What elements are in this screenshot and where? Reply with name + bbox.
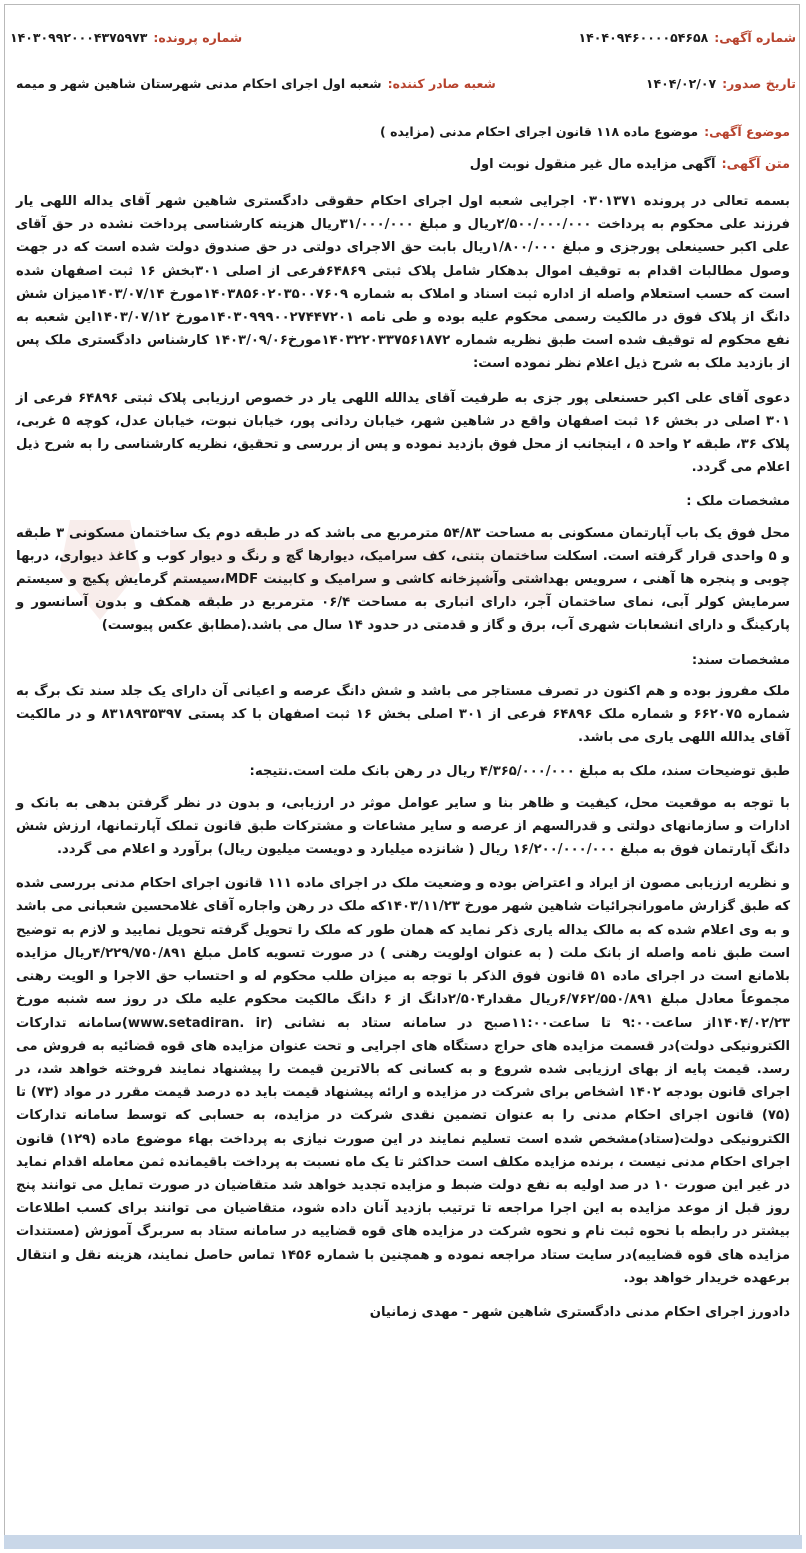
notice-body: [16, 190, 790, 1335]
paragraph-property: محل فوق یک باب آپارتمان مسکونی به مساحت ۵۴/۸۳ مترمربع می باشد که در طبقه دوم یک ساختمان مسکونی ۳ طبقه و ۵ واحدی قرار گرفته است. اسکلت ساختمان بتنی، کف سرامیک، دیوارها گچ و رنگ و دیوار کوب و کاغذ دیواری، دربها چوبی و پنجره ها آهنی ، سرویس بهداشتی وآشپزخانه کاشی و سرامیک و کابینت MDF،سیستم گرمایش پکیج و سیستم سرمایش کولر آبی، نمای ساختمان آجر، دارای انباری به مساحت ۰۶/۴ مترمربع در طبقه همکف و بدون آسانسور و پارکینگ و دارای انشعابات شهری آب، برق و گاز و قدمتی در حدود ۱۴ سال می باشد.(مطابق عکس پیوست): [16, 525, 790, 634]
bottom-strip: [4, 1535, 802, 1549]
notice-header: [10, 30, 796, 110]
notice-subject: موضوع آگهی:موضوع ماده ۱۱۸ قانون اجرای احکام مدنی (مزایده ): [380, 124, 790, 139]
paragraph-document: ملک مفروز بوده و هم اکنون در تصرف مستاجر می باشد و شش دانگ عرصه و اعیانی آن دارای یک جلد سند تک برگ به شماره ۶۶۲۰۷۵ و شماره ملک ۶۴۸۹۶ فرعی از ۳۰۱ اصلی بخش ۱۶ ثبت اصفهان با کد پستی ۸۳۱۸۹۳۵۳۹۷ و در مالکیت آقای یدالله اللهی یاری می باشد.: [16, 683, 790, 746]
paragraph-claim: دعوی آقای علی اکبر حسنعلی پور جزی به طرفیت آقای یدالله اللهی یار در خصوص ارزیابی پلاک ثبتی ۶۴۸۹۶ فرعی از ۳۰۱ اصلی در بخش ۱۶ ثبت اصفهان واقع در شاهین شهر، خیابان ردانی پور، خیابان نبوت، خیابان عدل، کوچه ۵ غربی، پلاک ۳۶، طبقه ۲ واحد ۵ ، اینجانب از محل فوق بازدید نموده و پس از بررسی و تحقیق، نظریه کارشناسی را به شرح ذیل اعلام می گردد.: [16, 390, 791, 476]
paragraph-intro: بسمه تعالی در پرونده ۰۳۰۱۳۷۱ اجرایی شعبه اول اجرای احکام حقوقی دادگستری شاهین شهر آقای یداله اللهی یار فرزند علی محکوم به پرداخت ۲/۵۰۰/۰۰۰/۰۰۰ریال و مبلغ ۳۱/۰۰۰/۰۰۰ریال هزینه کارشناسی پرداخت نشده در حق آقای علی اکبر حسینعلی پورجزی و مبلغ ۱/۸۰۰/۰۰۰ریال بابت حق الاجرای دولتی در حق صندوق دولت شده است که در جهت وصول مطالبات اقدام به توقیف اموال بدهکار شامل پلاک ثبتی ۶۴۸۶۹فرعی از اصلی ۳۰۱بخش ۱۶ ثبت اصفهان شده است که حسب استعلام واصله از اداره ثبت اسناد و املاک به شماره ۱۴۰۳۸۵۶۰۲۰۳۵۰۰۷۶۰۹مورخ ۱۴۰۳/۰۷/۱۴میزان شش دانگ از پلاک فوق در مالکیت رسمی محکوم علیه بوده و طی نامه ۱۴۰۳۰۹۹۹۰۰۲۷۴۴۷۲۰۱مورخ ۱۴۰۳/۰۷/۱۲این شعبه به نفع محکوم له توقیف شده است طبق نظریه شماره ۱۴۰۳۲۲۰۳۳۷۵۶۱۸۷۲مورخ۱۴۰۳/۰۹/۰۶ کارشناس دادگستری ملک پس از بازدید ملک به شرح ذیل اعلام نظر نموده است:: [16, 194, 791, 372]
property-heading: مشخصات ملک :: [686, 494, 790, 510]
document-heading: مشخصات سند:: [691, 652, 790, 668]
header-row-2: [10, 76, 796, 102]
header-row-1: [10, 30, 796, 56]
notice-number: شماره آگهی:۱۴۰۴۰۹۴۶۰۰۰۰۵۴۶۵۸: [578, 30, 796, 45]
signature: دادورز اجرای احکام مدنی دادگستری شاهین شهر - مهدی زمانیان: [369, 1304, 790, 1320]
issuing-branch: شعبه صادر کننده:شعبه اول اجرای احکام مدنی شهرستان شاهین شهر و میمه: [16, 76, 496, 91]
paragraph-auction: و نظریه ارزیابی مصون از ایراد و اعتراض بوده و وضعیت ملک در اجرای ماده ۱۱۱ قانون اجرای احکام مدنی بررسی شده که طبق گزارش مامورانجرائیات شاهین شهر مورخ ۱۴۰۳/۱۱/۲۳که ملک در رهن واجاره آقای غلامحسین شعبانی می باشد و به وی اعلام شده که به مالک یداله یاری ذکر نماید که همان طور که ملک را تحویل گرفته تحویل نمایید و لازم به توضیح است طبق نامه واصله از بانک ملت ( به عنوان اولویت رهنی ) در صورت تسویه کامل مبلغ ۴/۲۲۹/۷۵۰/۸۹۱ریال مزایده بلامانع است در اجرای ماده ۵۱ قانون فوق الذکر با توجه به میزان طلب محکوم له و احتساب حق الاجرا و الویت رهنی مجموعاً معادل مبلغ ۶/۷۶۲/۵۵۰/۸۹۱ریال مقدار۲/۵۰۴دانگ از ۶ دانگ مالکیت محکوم علیه ملک در روز سه شنبه مورخ ۱۴۰۴/۰۲/۲۳از ساعت۹:۰۰ تا ساعت۱۱:۰۰صبح در سامانه ستاد به نشانی (www.setadiran. ir)سامانه تدارکات الکترونیکی دولت)در قسمت مزایده های حراج دستگاه های اجرایی و تحت عنوان مزایده های قوه قضائیه به فروش می رسد. قیمت پایه از بهای ارزیابی شده شروع و به کسانی که بالاترین قیمت را پیشنهاد نمایند فروخته خواهد شد، در اجرای قانون بودجه ۱۴۰۲ اشخاص برای شرکت در مزایده و ارائه پیشنهاد قیمت باید ده درصد قیمت مقرر در مواد (۷۳) تا (۷۵) قانون اجرای احکام مدنی را به عنوان تضمین نقدی شرکت در مزایده، به حسابی که توسط سامانه تدارکات الکترونیکی دولت(ستاد)مشخص شده است تسلیم نمایند در این صورت نیازی به پرداخت بهاء موضوع ماده (۱۲۹) قانون اجرای احکام مدنی نیست ، برنده مزایده مکلف است حداکثر تا یک ماه نسبت به پرداخت باقیمانده ثمن معامله اقدام نماید در غیر این صورت ۱۰ در صد اولیه به نفع دولت ضبط و مزایده تجدید خواهد شد متقاضیان در صورت تمایل می توانند پنج روز قبل از موعد مزایده به این اجرا مراجعه تا ترتیب بازدید آنان داده شود، متقاضیان می توانند برای کسب اطلاعات بیشتر در رابطه با نحوه ثبت نام و نحوه شرکت در مزایده های قوه قضاییه در سامانه ستاد به سربرگ آموزش (مستندات مزایده های قوه قضاییه)در سایت ستاد مراجعه نموده و همچنین با شماره ۱۴۵۶ تماس حاصل نمایند، هزینه نقل و انتقال برعهده خریدار خواهد بود.: [16, 876, 791, 1286]
case-number: شماره پرونده:۱۴۰۳۰۹۹۲۰۰۰۴۳۷۵۹۷۳: [10, 30, 243, 45]
paragraph-mortgage: طبق توضیحات سند، ملک به مبلغ ۴/۳۶۵/۰۰۰/۰۰۰ ریال در رهن بانک ملت است.نتیجه:: [249, 764, 790, 780]
notice-text-heading: متن آگهی:آگهی مزایده مال غیر منقول نوبت اول: [469, 157, 790, 172]
paragraph-valuation: با توجه به موقعیت محل، کیفیت و ظاهر بنا و سایر عوامل موثر در ارزیابی، و بدون در نظر گرفتن بدهی به بانک و ادارات و سازمانهای دولتی و قدرالسهم از عرصه و سایر مشاعات و مشترکات طبق قانون تملک آپارتمانها، ارزش شش دانگ آپارتمان فوق به مبلغ ۱۶/۲۰۰/۰۰۰/۰۰۰ ریال ( شانزده میلیارد و دویست میلیون ریال) برآورد و اعلام می گردد.: [16, 795, 790, 858]
issue-date: تاریخ صدور:۱۴۰۴/۰۲/۰۷: [645, 76, 796, 91]
